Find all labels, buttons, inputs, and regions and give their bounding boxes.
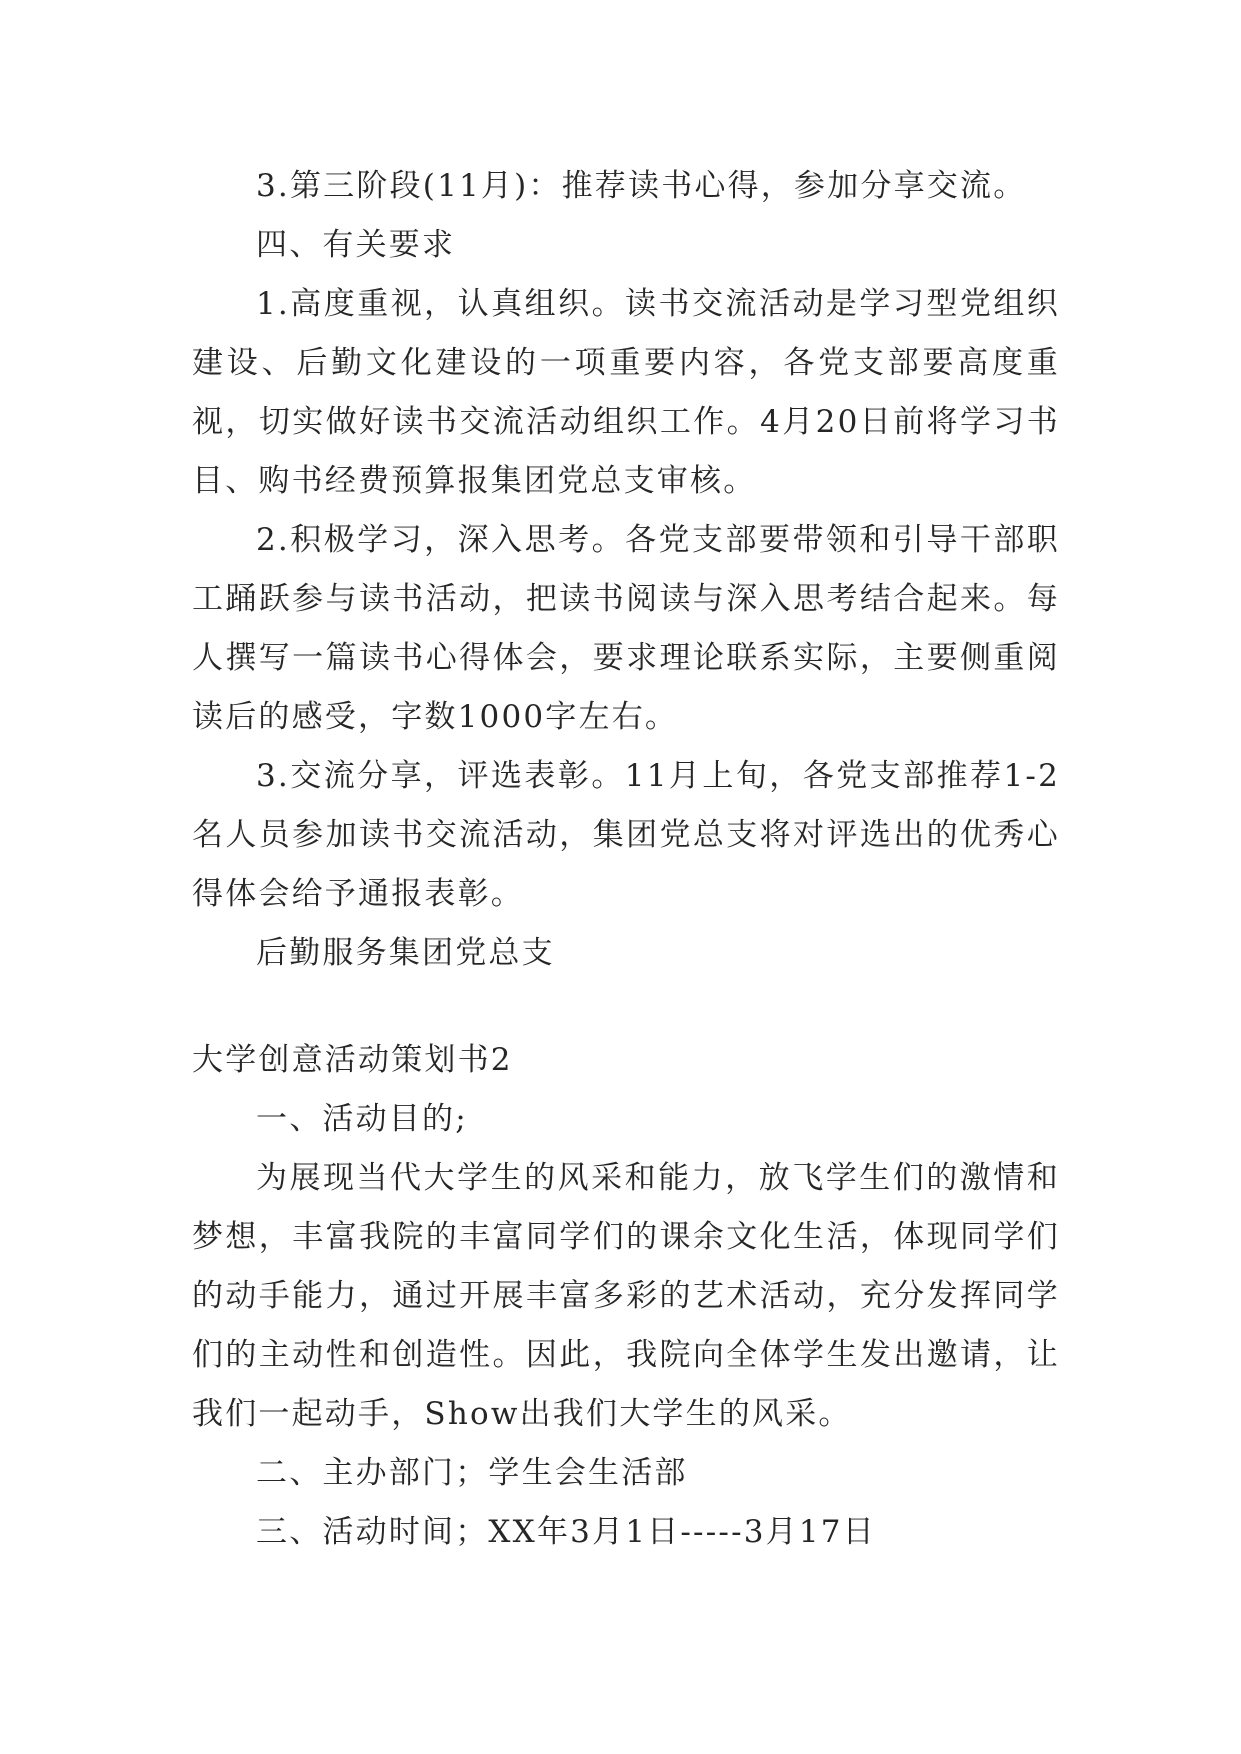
requirement-1-paragraph: 1.高度重视，认真组织。读书交流活动是学习型党组织建设、后勤文化建设的一项重要内容，各党支部要高度重视，切实做好读书交流活动组织工作。4月20日前将学习书目、购书经费预算报集团党总支审核。 [192,286,1060,499]
plan-title: 大学创意活动策划书2 [192,1042,513,1078]
section-reading-requirements [192,157,1060,983]
requirements-heading: 四、有关要求 [256,227,456,263]
purpose-heading: 一、活动目的; [256,1101,468,1137]
requirement-3-paragraph: 3.交流分享，评选表彰。11月上旬，各党支部推荐1-2名人员参加读书交流活动，集团党总支将对评选出的优秀心得体会给予通报表彰。 [192,758,1060,912]
activity-time-line: 三、活动时间；XX年3月1日-----3月17日 [256,1514,876,1550]
requirement-2-paragraph: 2.积极学习，深入思考。各党支部要带领和引导干部职工踊跃参与读书活动，把读书阅读与深入思考结合起来。每人撰写一篇读书心得体会，要求理论联系实际，主要侧重阅读后的感受，字数1000字左右。 [192,522,1060,735]
signature-line: 后勤服务集团党总支 [256,935,555,971]
stage-3-paragraph: 3.第三阶段(11月)：推荐读书心得，参加分享交流。 [256,168,1027,204]
section-creative-activity-plan [192,1031,1060,1562]
organizer-line: 二、主办部门；学生会生活部 [256,1455,688,1491]
purpose-paragraph: 为展现当代大学生的风采和能力，放飞学生们的激情和梦想，丰富我院的丰富同学们的课余文化生活，体现同学们的动手能力，通过开展丰富多彩的艺术活动，充分发挥同学们的主动性和创造性。因此，我院向全体学生发出邀请，让我们一起动手，Show出我们大学生的风采。 [192,1160,1060,1432]
